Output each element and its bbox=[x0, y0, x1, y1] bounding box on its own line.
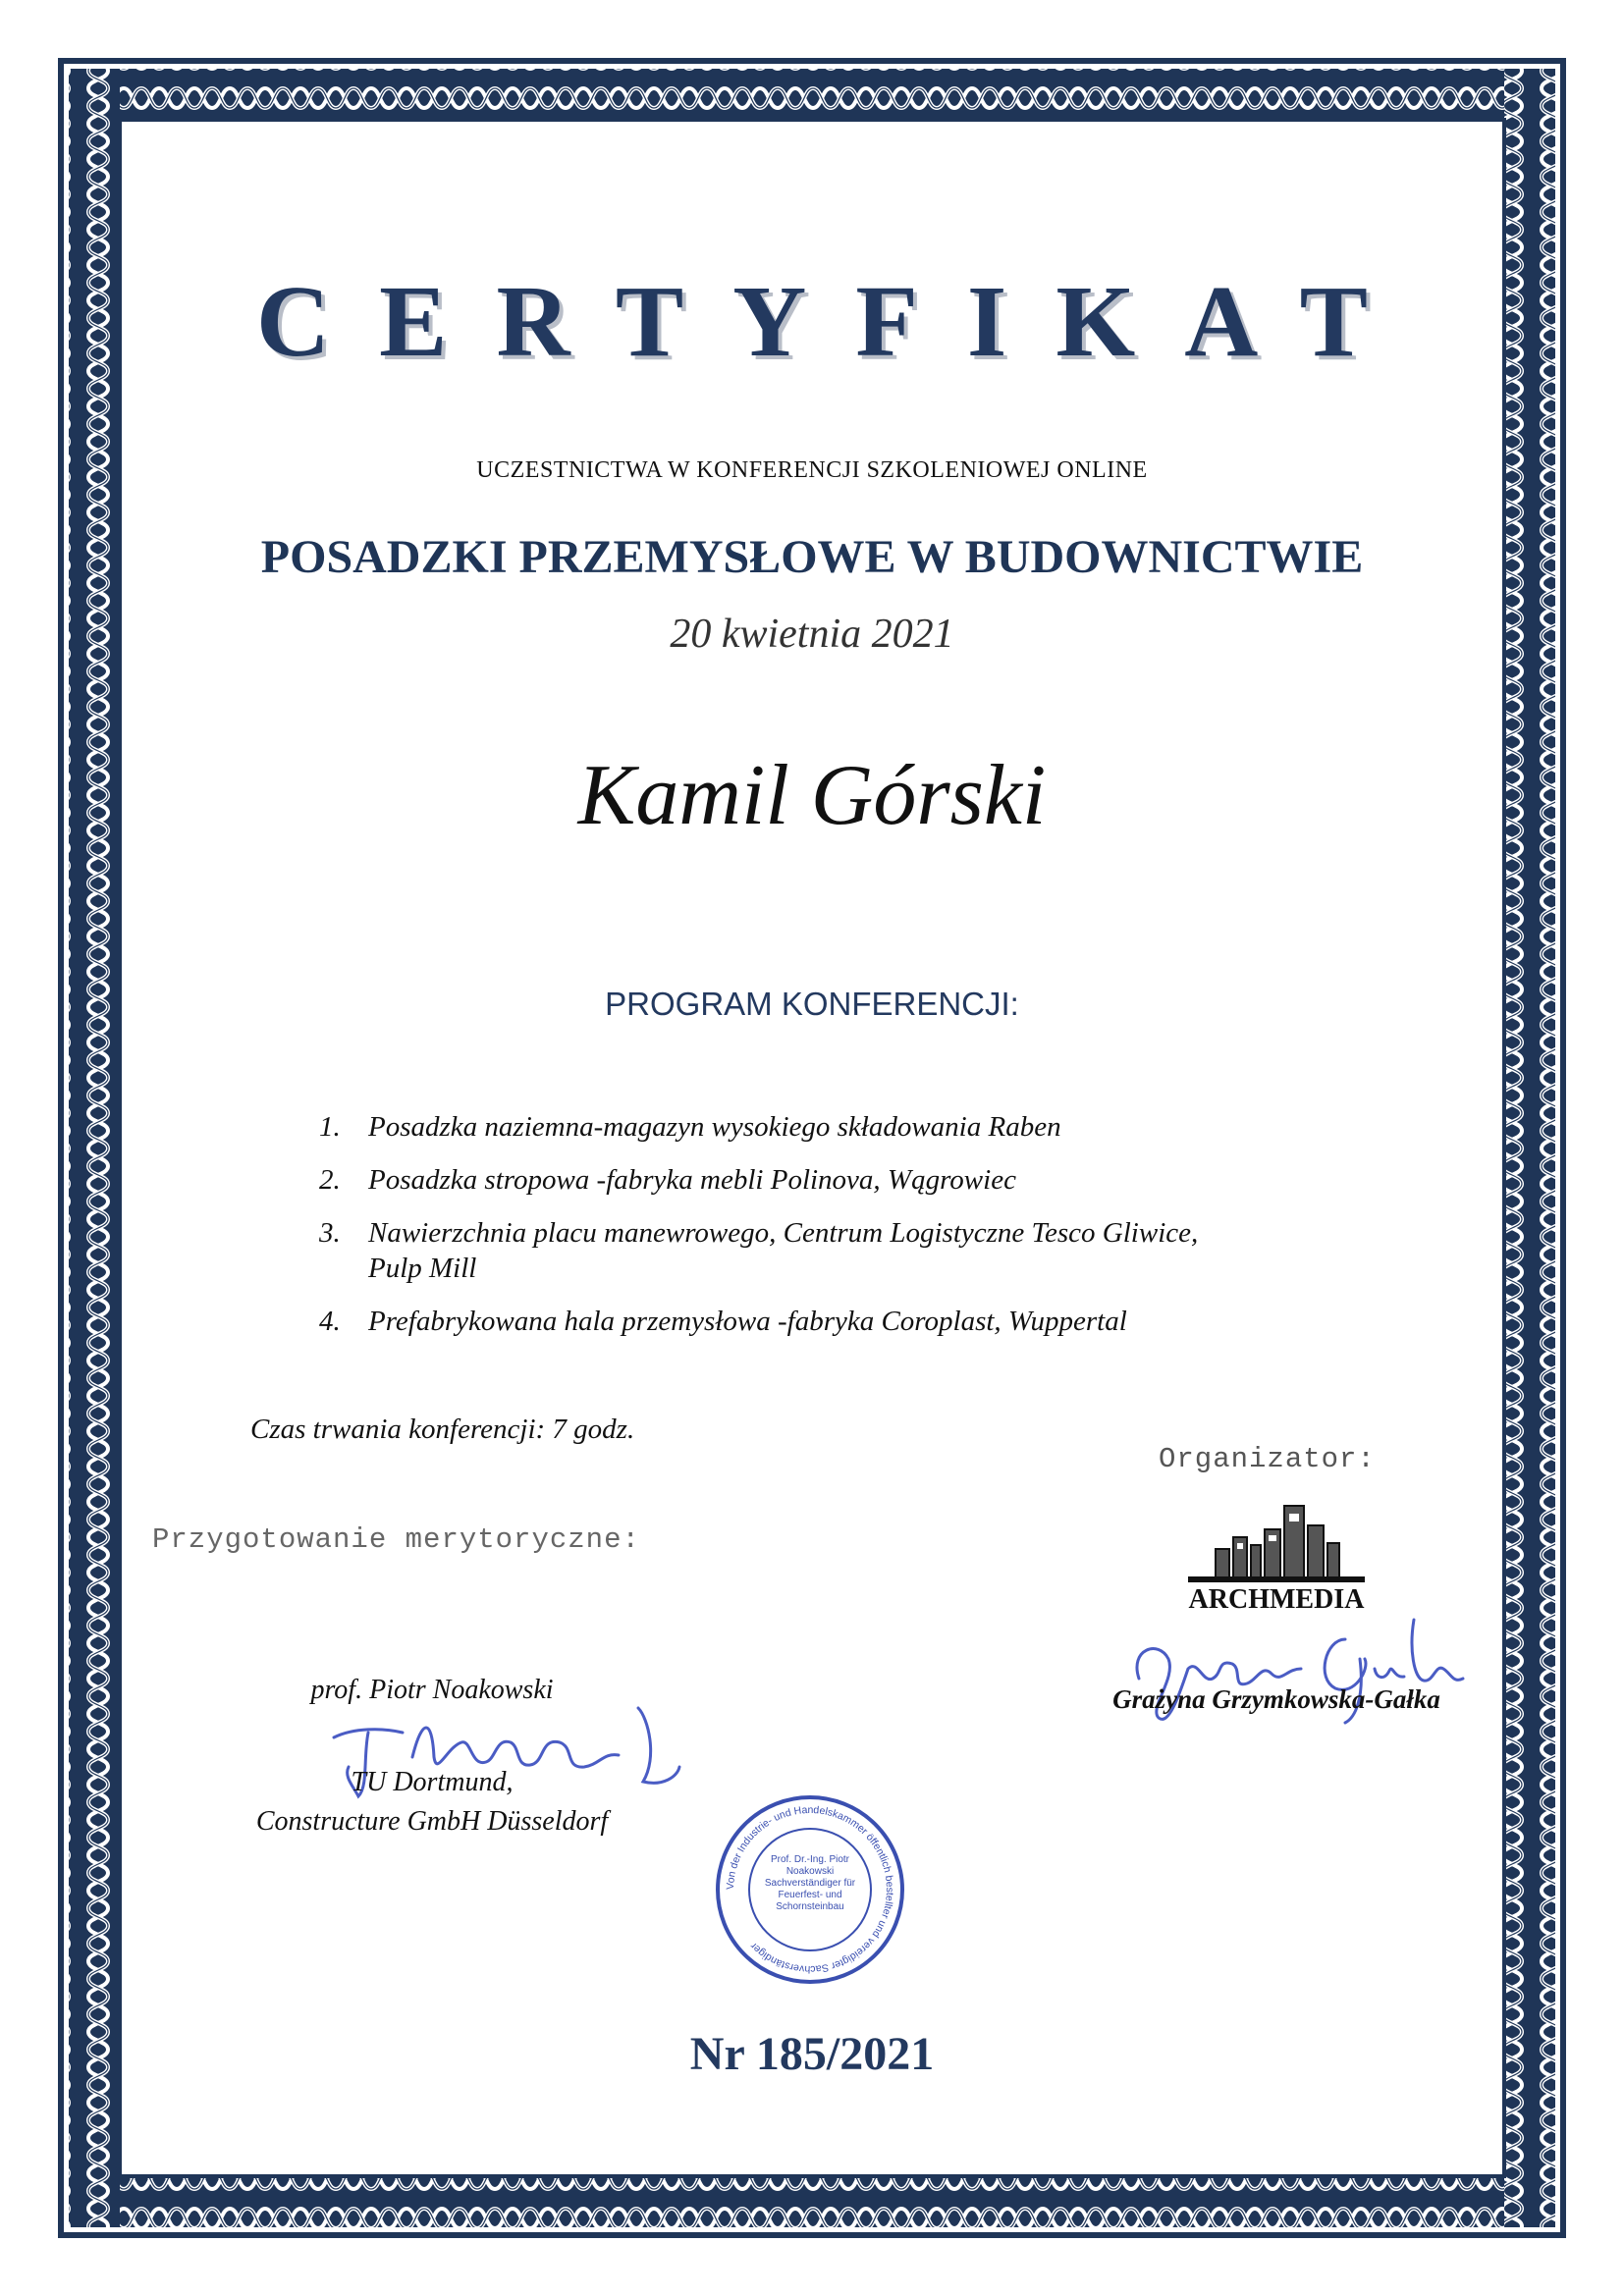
program-item-number: 3. bbox=[319, 1217, 341, 1249]
stamp-inner-text: Prof. Dr.-Ing. Piotr Noakowski Sachverständiger für Feuerfest- und Schornsteinbau bbox=[764, 1854, 856, 1912]
program-item bbox=[319, 1109, 1301, 1145]
certificate-number: Nr 185/2021 bbox=[689, 2028, 935, 2080]
participant-name: Kamil Górski bbox=[577, 748, 1047, 843]
organizer-signatory-name: Grażyna Grzymkowska-Gałka bbox=[1112, 1684, 1440, 1714]
program-item-text: Nawierzchnia placu manewrowego, Centrum Logistyczne Tesco Gliwice, Pulp Mill bbox=[368, 1217, 1199, 1284]
stamp-outer-text: Von der Industrie- und Handelskammer öffentlich bestellter und vereidigter Sachverständiger bbox=[724, 1803, 896, 1976]
organizer-signature bbox=[1119, 1610, 1492, 1737]
expert-affiliation-1: TU Dortmund, bbox=[351, 1767, 514, 1797]
certificate-title: CERTYFIKAT bbox=[255, 265, 1418, 378]
program-heading: PROGRAM KONFERENCJI: bbox=[605, 986, 1019, 1022]
building-skyline-icon bbox=[1178, 1502, 1375, 1584]
program-item-text: Prefabrykowana hala przemysłowa -fabryka Coroplast, Wuppertal bbox=[368, 1306, 1127, 1337]
program-item-number: 2. bbox=[319, 1164, 341, 1196]
expert-affiliation-2: Constructure GmbH Düsseldorf bbox=[255, 1806, 609, 1837]
conference-name: POSADZKI PRZEMYSŁOWE W BUDOWNICTWIE bbox=[260, 531, 1364, 583]
program-item bbox=[319, 1215, 1222, 1286]
organizer-label: Organizator: bbox=[1159, 1443, 1376, 1475]
expert-name: prof. Piotr Noakowski bbox=[310, 1675, 554, 1705]
organizer-logo-text: ARCHMEDIA bbox=[1188, 1584, 1365, 1615]
program-item-text: Posadzka naziemna-magazyn wysokiego składowania Raben bbox=[368, 1111, 1061, 1143]
program-item-number: 1. bbox=[319, 1111, 341, 1143]
program-item-number: 4. bbox=[319, 1306, 341, 1337]
program-item-text: Posadzka stropowa -fabryka mebli Polinova, Wągrowiec bbox=[368, 1164, 1016, 1196]
conference-duration: Czas trwania konferencji: 7 godz. bbox=[250, 1414, 635, 1445]
conference-date: 20 kwietnia 2021 bbox=[670, 612, 954, 657]
certificate-subtitle: UCZESTNICTWA W KONFERENCJI SZKOLENIOWEJ ONLINE bbox=[476, 457, 1148, 483]
preparation-label: Przygotowanie merytoryczne: bbox=[152, 1523, 640, 1556]
program-list bbox=[319, 1109, 1301, 1357]
official-stamp-icon bbox=[712, 1791, 908, 1988]
program-item bbox=[319, 1162, 1301, 1198]
program-item bbox=[319, 1304, 1301, 1339]
